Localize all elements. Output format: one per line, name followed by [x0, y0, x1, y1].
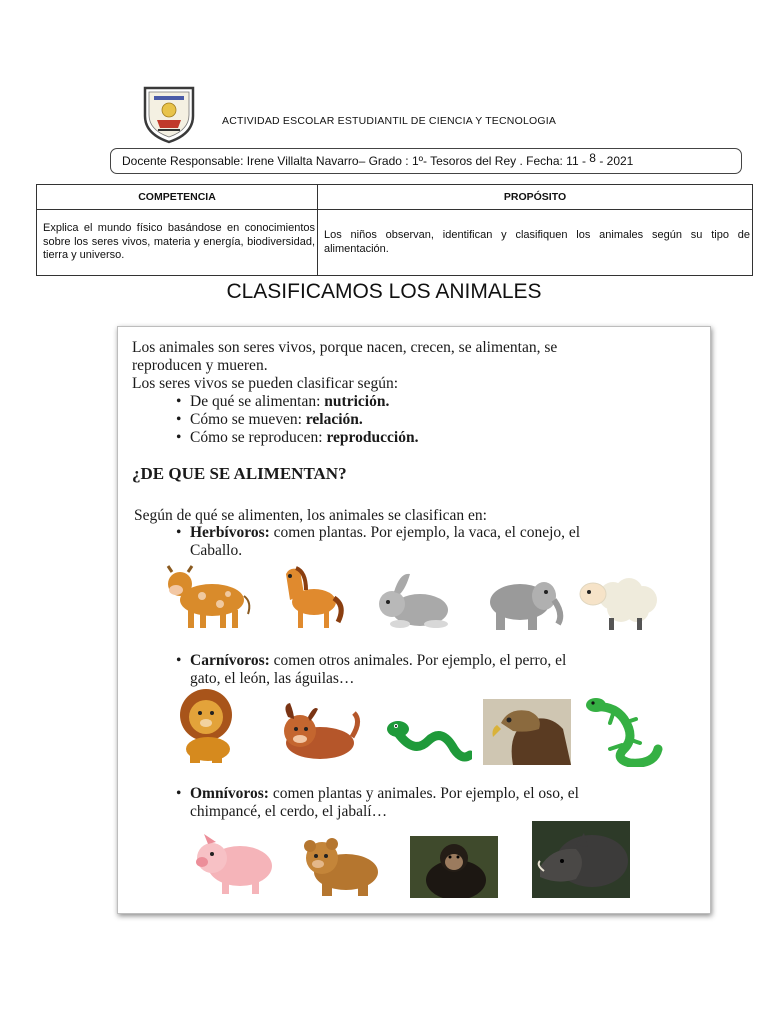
bullet-reproduccion: • Cómo se reproducen: reproducción.: [190, 429, 418, 446]
bullet-relacion: • Cómo se mueven: relación.: [190, 411, 363, 428]
teacher-info-line: [122, 151, 634, 168]
competencia-text: Explica el mundo físico basándose en conocimientos sobre los seres vivos, materia y energía, biodiversidad, tierra y universo.: [37, 210, 318, 276]
carnivoros-line-1: • Carnívoros: comen otros animales. Por ejemplo, el perro, el: [190, 652, 566, 669]
bullet-nutricion: • De qué se alimentan: nutrición.: [190, 393, 389, 410]
competencia-header: COMPETENCIA: [37, 185, 318, 210]
intro-line-2: reproducen y mueren.: [132, 357, 268, 374]
lizard-image: [584, 693, 664, 767]
rabbit-image: [370, 570, 456, 632]
cow-image: [162, 562, 254, 632]
bear-image: [298, 834, 384, 898]
proposito-text: Los niños observan, identifican y clasifiquen los animales según su tipo de alimentación.: [318, 210, 753, 276]
omnivoros-line-2: chimpancé, el cerdo, el jabalí…: [190, 803, 388, 820]
omnivoros-line-1: • Omnívoros: comen plantas y animales. Por ejemplo, el oso, el: [190, 785, 579, 802]
school-shield-logo: [142, 84, 196, 144]
date-year: - 2021: [595, 154, 634, 168]
eagle-image: [483, 699, 571, 765]
pig-image: [190, 830, 280, 898]
snake-image: [384, 715, 472, 767]
elephant-image: [474, 574, 564, 632]
activity-title: ACTIVIDAD ESCOLAR ESTUDIANTIL DE CIENCIA Y TECNOLOGIA: [222, 115, 557, 127]
sheep-image: [573, 570, 665, 632]
date-day: 8: [589, 151, 596, 165]
chimpanzee-image: [410, 836, 498, 898]
teacher-info-text: Docente Responsable: Irene Villalta Navarro– Grado : 1º- Tesoros del Rey . Fecha: 11 -: [122, 154, 590, 168]
carnivoros-line-2: gato, el león, las águilas…: [190, 670, 355, 687]
competency-table: [36, 184, 753, 276]
horse-image: [276, 560, 348, 632]
herbivoros-line-1: • Herbívoros: comen plantas. Por ejemplo, la vaca, el conejo, el: [190, 524, 580, 541]
wild-boar-image: [532, 821, 630, 898]
herbivoros-line-2: Caballo.: [190, 542, 243, 559]
page-title: CLASIFICAMOS LOS ANIMALES: [226, 280, 542, 303]
intro-line-3: Los seres vivos se pueden clasificar según:: [132, 375, 399, 392]
lion-image: [172, 687, 242, 767]
intro-line-1: Los animales son seres vivos, porque nacen, crecen, se alimentan, se: [132, 339, 558, 356]
worksheet-image-panel: [117, 326, 711, 914]
dog-image: [268, 701, 364, 767]
question-heading: ¿DE QUE SE ALIMENTAN?: [132, 464, 347, 483]
proposito-header: PROPÓSITO: [318, 185, 753, 210]
classify-intro: Según de qué se alimenten, los animales se clasifican en:: [134, 507, 487, 524]
